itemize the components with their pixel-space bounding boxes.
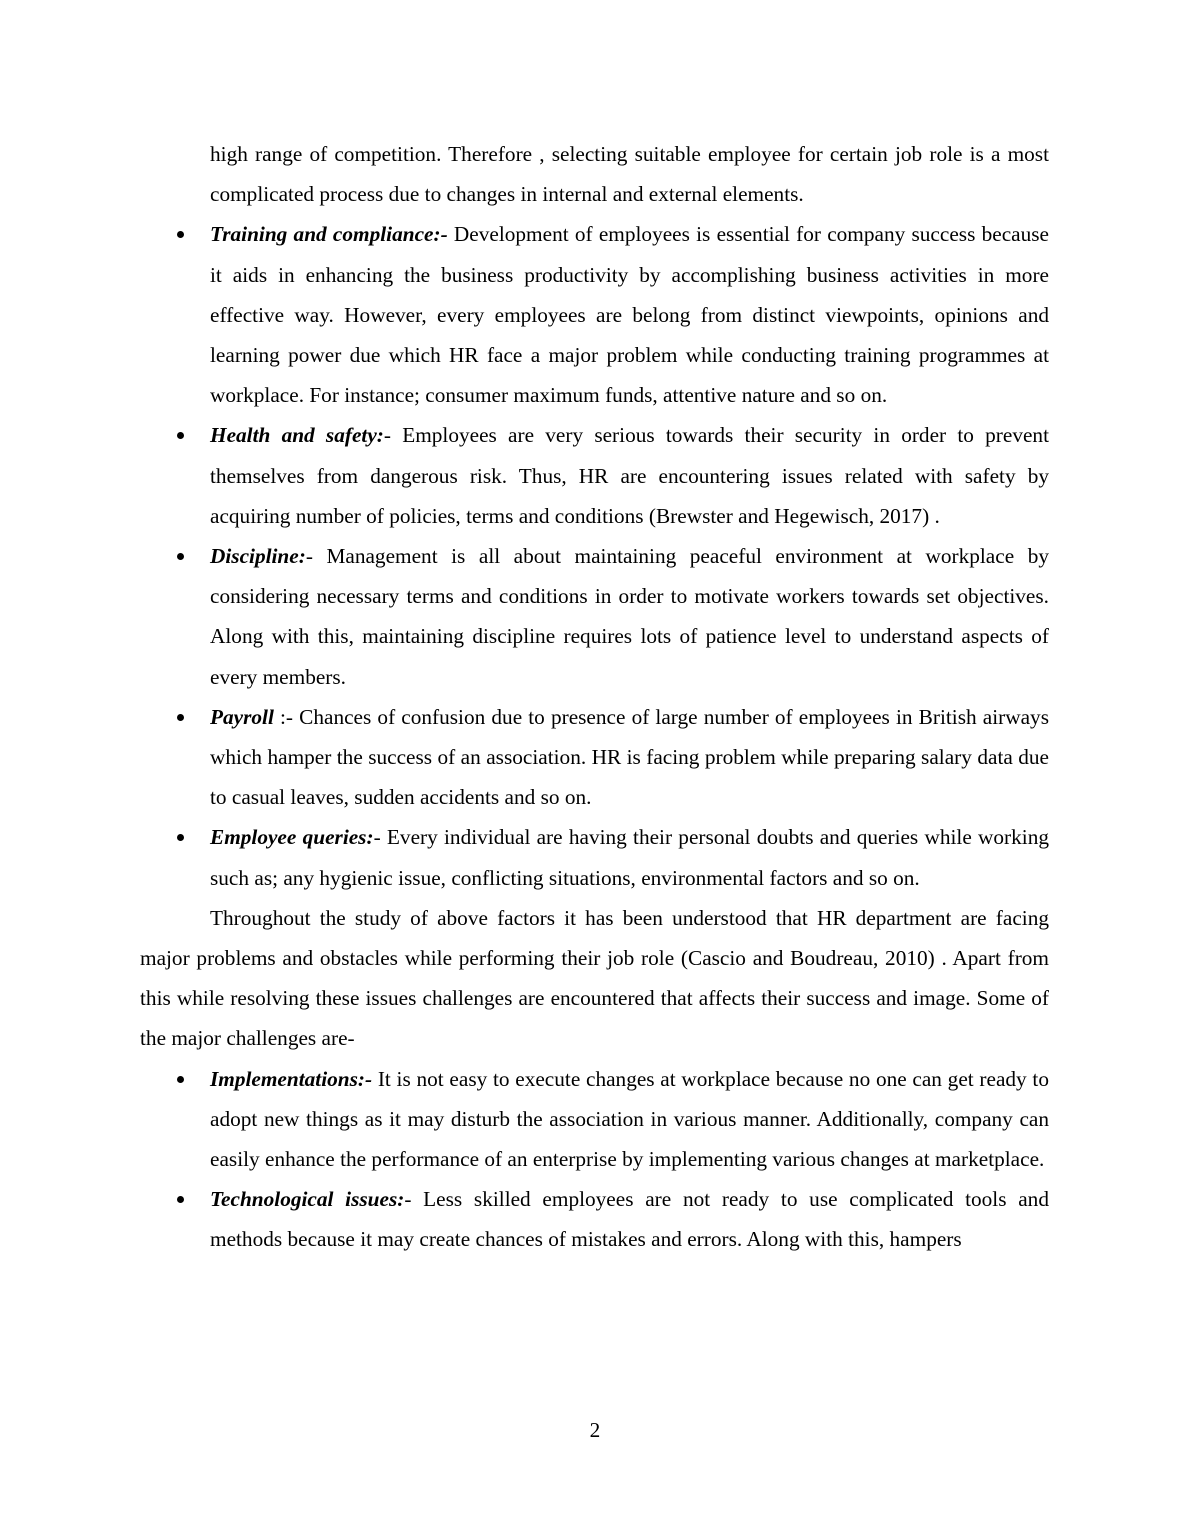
item-term: Health and safety: [210,423,384,448]
body-paragraph: Throughout the study of above factors it has been understood that HR department are facing major problems and obstacles while performing their job role (Cascio and Boudreau, 2010) . Apart from this while resolving these issues challenges are encountered that affects their success and image. Some of the major challenges are- [140,905,1049,1051]
bullet-icon [177,714,184,721]
item-term: Implementations:- [210,1066,373,1091]
item-text: :- Chances of confusion due to presence of large number of employees in British airways which hamper the success of an association. HR is facing problem while preparing salary data due to casual leaves, sudden accidents and so on. [210,704,1049,810]
list-item [140,1179,1049,1259]
list-item [140,817,1049,897]
item-text: - Less skilled employees are not ready to use complicated tools and methods because it may create chances of mistakes and errors. Along with this, hampers [210,1187,1049,1252]
bullet-icon [177,231,184,238]
bullet-icon [177,432,184,439]
bullet-icon [177,553,184,560]
list-item [140,415,1049,536]
list-item [140,214,1049,415]
item-term: Discipline: [210,544,306,569]
item-term: Training and compliance:- [210,222,448,247]
list-item [140,697,1049,818]
item-text: - Employees are very serious towards their security in order to prevent themselves from dangerous risk. Thus, HR are encountering issues related with safety by acquiring number of policies, terms and conditions (Brewster and Hegewisch, 2017) . [210,423,1049,528]
item-text: - Management is all about maintaining peaceful environment at workplace by considering necessary terms and conditions in order to motivate workers towards set objectives. Along with this, maintaining discipline requires lots of patience level to understand aspects of every members. [210,544,1049,689]
item-text: It is not easy to execute changes at workplace because no one can get ready to adopt new things as it may disturb the association in various manner. Additionally, company can easily enhance the performance of an enterprise by implementing various changes at marketplace. [210,1066,1049,1172]
item-term: Technological issues: [210,1187,405,1212]
document-body [140,134,1049,1260]
item-text: Development of employees is essential for company success because it aids in enhancing the business productivity by accomplishing business activities in more effective way. However, every employees are belong from distinct viewpoints, opinions and learning power due which HR face a major problem while conducting training programmes at workplace. For instance; consumer maximum funds, attentive nature and so on. [210,222,1049,408]
item-term: Employee queries: [210,825,374,850]
list-item [140,1059,1049,1180]
item-term: Payroll [210,704,274,729]
item-text: - Every individual are having their personal doubts and queries while working such as; any hygienic issue, conflicting situations, environmental factors and so on. [210,825,1049,890]
page-number: 2 [589,1418,601,1442]
continuation-text: high range of competition. Therefore , selecting suitable employee for certain job role is a most complicated process due to changes in internal and external elements. [210,142,1049,207]
bullet-icon [177,834,184,841]
bullet-icon [177,1076,184,1083]
list-item [140,536,1049,697]
bullet-icon [177,1196,184,1203]
